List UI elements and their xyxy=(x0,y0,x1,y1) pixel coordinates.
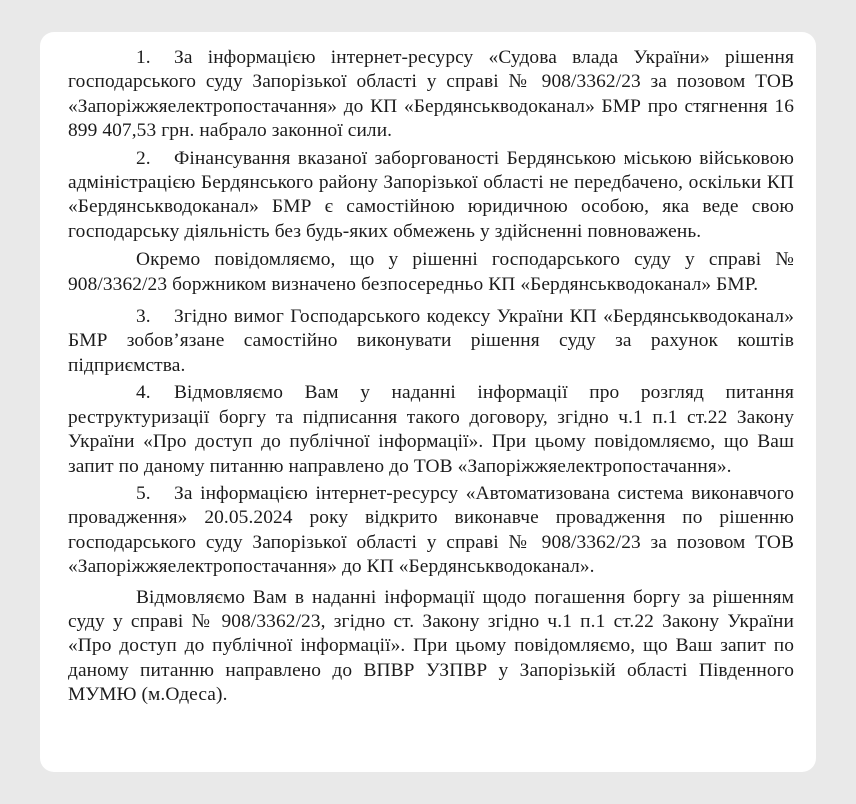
paragraph-2-text: Фінансування вказаної заборгованості Бердянською міською військовою адміністрацією Бердянського району Запорізької області не передбачено, оскільки КП «Бердянськводоканал» БМР є самостійною юридичною особою, яка веде свою господарську діяльність без будь-яких обмежень у здійсненні повноважень. xyxy=(68,147,794,242)
paragraph-2-number: 2. xyxy=(136,147,151,169)
paragraph-note-debtor xyxy=(68,248,794,297)
paragraph-2 xyxy=(68,147,794,245)
paragraph-4-number: 4. xyxy=(136,382,151,404)
document-card xyxy=(40,32,816,772)
paragraph-5 xyxy=(68,482,794,580)
paragraph-1-number: 1. xyxy=(136,47,151,68)
paragraph-3 xyxy=(68,305,794,378)
paragraph-4-text: Відмовляємо Вам у наданні інформації про розгляд питання реструктуризації боргу та підписання такого договору, згідно ч.1 п.1 ст.22 Закону України «Про доступ до публічної інформації». При цьому повідомляємо, що Ваш запит по даному питанню направлено до ТОВ «Запоріжжяелектропостачання». xyxy=(68,382,794,477)
paragraph-note-refusal-text: Відмовляємо Вам в наданні інформації щодо погашення боргу за рішенням суду у справі № 908/3362/23, згідно ст. Закону згідно ч.1 п.1 ст.22 Закону України «Про доступ до публічної інформації». При цьому повідомляємо, що Ваш запит по даному питанню направлено до ВПВР УЗПВР у Запорізькій області Південного МУМЮ (м.Одеса). xyxy=(68,586,794,706)
paragraph-4 xyxy=(68,381,794,479)
paragraph-5-number: 5. xyxy=(136,482,151,504)
paragraph-3-text: Згідно вимог Господарського кодексу України КП «Бердянськводоканал» БМР зобов’язане самостійно виконувати рішення суду за рахунок коштів підприємства. xyxy=(68,306,794,376)
paragraph-note-debtor-text: Окремо повідомляємо, що у рішенні господарського суду у справі № 908/3362/23 боржником визначено безпосередньо КП «Бердянськводоканал» БМР. xyxy=(68,249,794,295)
paragraph-5-text: За інформацією інтернет-ресурсу «Автоматизована система виконавчого провадження» 20.05.2024 року відкрито виконавче провадження по рішенню господарського суду Запорізької області у справі № 908/3362/23 за позовом ТОВ «Запоріжжяелектропостачання» до КП «Бердянськводоканал». xyxy=(68,482,794,578)
paragraph-1-text: За інформацією інтернет-ресурсу «Судова влада України» рішення господарського суду Запорізької області у справі № 908/3362/23 за позовом ТОВ «Запоріжжяелектропостачання» до КП «Бердянськводоканал» БМР про стягнення 16 899 407,53 грн. набрало законної сили. xyxy=(68,47,794,142)
paragraph-1 xyxy=(68,46,794,144)
letter-body xyxy=(68,46,794,708)
paragraph-note-refusal xyxy=(68,586,794,708)
paragraph-3-number: 3. xyxy=(136,306,151,328)
